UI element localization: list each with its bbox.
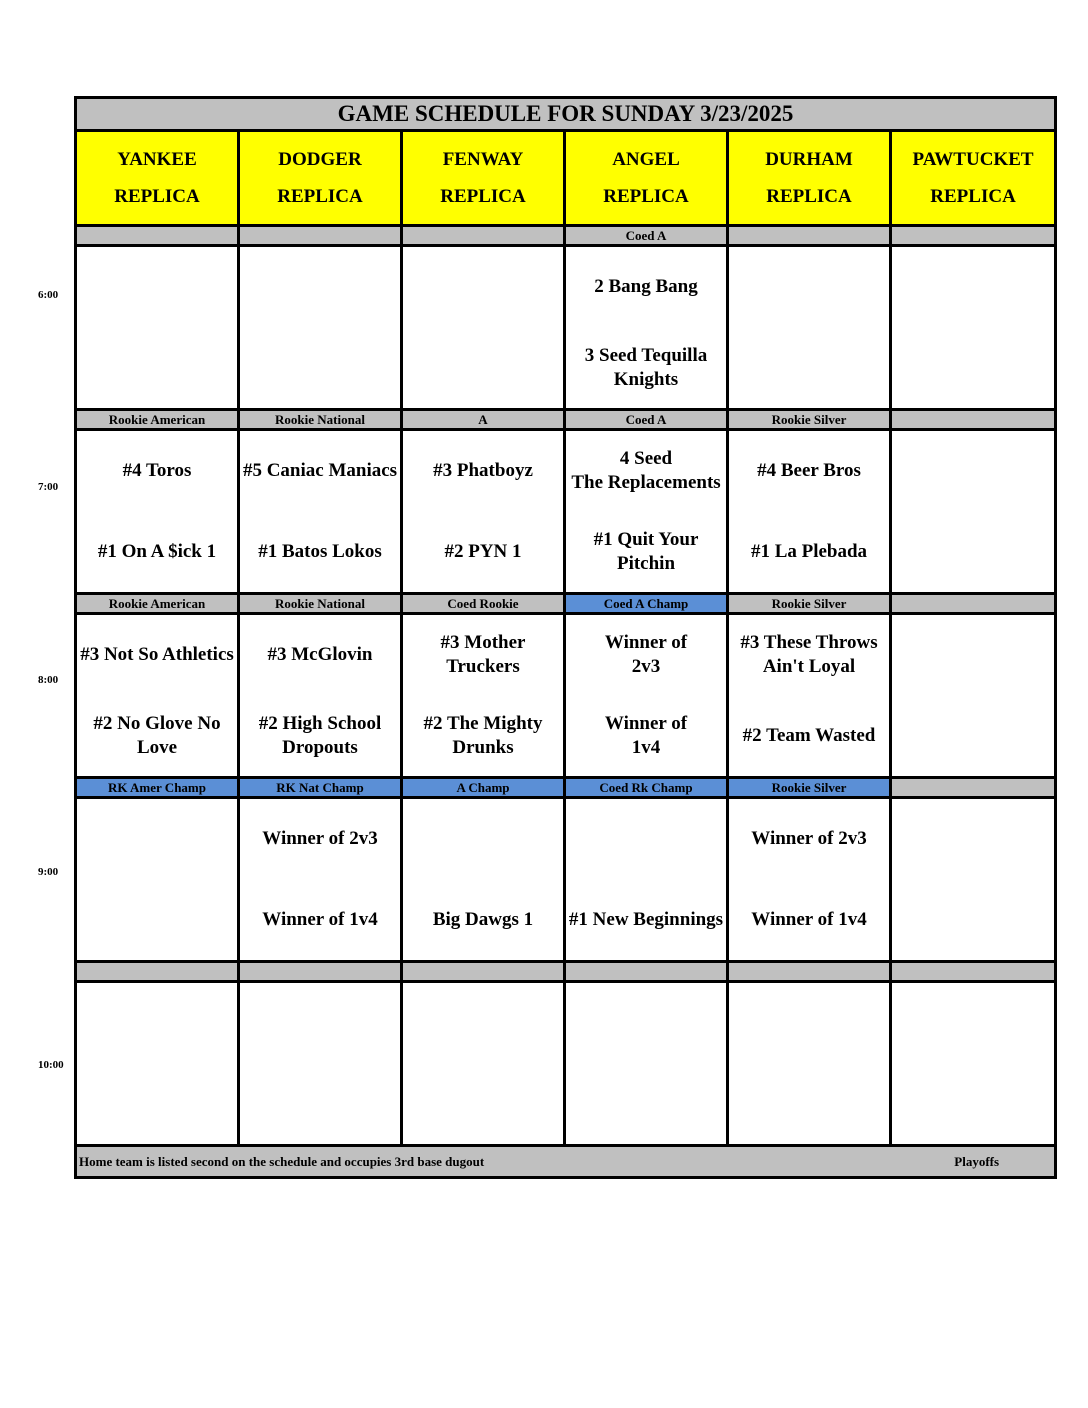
matchup <box>566 615 726 776</box>
division-label-fenway <box>402 226 565 246</box>
matchup <box>240 615 400 776</box>
game-cell-dodger <box>239 614 402 778</box>
home-team-name: #2 Team Wasted <box>742 724 876 746</box>
matchup <box>403 983 563 1144</box>
home-team <box>729 696 889 777</box>
home-team <box>729 880 889 961</box>
division-label-fenway: A <box>402 410 565 430</box>
matchup <box>892 615 1054 776</box>
game-cell-dodger <box>239 246 402 410</box>
game-cell-fenway <box>402 798 565 962</box>
away-team <box>240 247 400 328</box>
away-team <box>566 799 726 880</box>
game-cell-durham <box>728 430 891 594</box>
away-team <box>729 247 889 328</box>
game-cell-durham <box>728 614 891 778</box>
home-team <box>566 512 726 593</box>
home-team <box>403 512 563 593</box>
matchup <box>892 983 1054 1144</box>
division-label-angel: Coed A <box>565 410 728 430</box>
away-team-name: Winner of 2v3 <box>262 828 378 850</box>
game-cell-dodger <box>239 982 402 1146</box>
field-header-durham <box>728 131 891 226</box>
home-team <box>892 880 1054 961</box>
footer-note: Home team is listed second on the schedule and occupies 3rd base dugout <box>79 1153 485 1169</box>
game-cell-angel <box>565 798 728 962</box>
home-team <box>729 328 889 409</box>
division-row <box>76 778 1056 798</box>
away-team <box>566 983 726 1064</box>
division-label-pawtucket <box>891 962 1056 982</box>
game-cell-angel <box>565 246 728 410</box>
away-team <box>403 431 563 512</box>
division-label-pawtucket <box>891 594 1056 614</box>
division-label-angel: Coed A <box>565 226 728 246</box>
matchup <box>892 247 1054 408</box>
away-team <box>240 799 400 880</box>
matchup <box>240 247 400 408</box>
home-team <box>77 328 237 409</box>
away-team <box>77 983 237 1064</box>
away-team <box>240 983 400 1064</box>
away-team <box>403 247 563 328</box>
field-header-pawtucket <box>891 131 1056 226</box>
away-team <box>403 799 563 880</box>
time-label: 8:00 <box>38 674 59 686</box>
home-team <box>240 880 400 961</box>
away-team <box>892 247 1054 328</box>
home-team-name: #1 On A $ick 1 <box>97 540 217 562</box>
matchup <box>77 247 237 408</box>
game-row <box>76 246 1056 410</box>
matchup <box>240 799 400 960</box>
away-team <box>403 615 563 696</box>
field-header-yankee <box>76 131 239 226</box>
game-cell-yankee <box>76 798 239 962</box>
away-team <box>566 247 726 328</box>
field-subtitle: REPLICA <box>930 186 1016 207</box>
game-row <box>76 614 1056 778</box>
away-team-name: #4 Toros <box>122 460 192 482</box>
away-team <box>240 431 400 512</box>
away-team-name: #3 Phatboyz <box>433 460 533 482</box>
home-team-name: #1 La Plebada <box>750 540 868 562</box>
away-team <box>566 431 726 512</box>
away-team <box>729 615 889 696</box>
home-team <box>77 512 237 593</box>
division-label-durham <box>728 962 891 982</box>
home-team <box>892 696 1054 777</box>
home-team-name: #1 New Beginnings <box>568 908 724 930</box>
away-team <box>77 247 237 328</box>
division-label-dodger <box>239 226 402 246</box>
game-cell-yankee <box>76 614 239 778</box>
game-row <box>76 430 1056 594</box>
title-row <box>76 98 1056 131</box>
matchup <box>729 983 889 1144</box>
home-team <box>77 880 237 961</box>
home-team <box>403 696 563 777</box>
away-team-name: Winner of 2v3 <box>604 632 688 678</box>
field-subtitle: REPLICA <box>603 186 689 207</box>
home-team <box>77 1064 237 1145</box>
home-team-name: #2 High School Dropouts <box>258 712 382 758</box>
division-label-yankee <box>76 226 239 246</box>
game-cell-yankee <box>76 982 239 1146</box>
home-team-name: Winner of 1v4 <box>751 908 867 930</box>
home-team <box>77 696 237 777</box>
home-team <box>566 328 726 409</box>
away-team <box>892 983 1054 1064</box>
away-team <box>729 983 889 1064</box>
schedule-table <box>74 96 1057 1179</box>
division-label-dodger <box>239 962 402 982</box>
matchup <box>892 799 1054 960</box>
matchup <box>566 799 726 960</box>
field-name: YANKEE <box>117 149 197 170</box>
home-team <box>892 328 1054 409</box>
division-row <box>76 226 1056 246</box>
matchup <box>566 983 726 1144</box>
away-team <box>566 615 726 696</box>
away-team <box>403 983 563 1064</box>
game-cell-angel <box>565 614 728 778</box>
home-team-name: 3 Seed Tequilla Knights <box>584 344 708 390</box>
division-row <box>76 594 1056 614</box>
division-label-angel <box>565 962 728 982</box>
matchup <box>403 431 563 592</box>
home-team-name: Winner of 1v4 <box>262 908 378 930</box>
schedule-body <box>76 98 1056 1178</box>
division-label-yankee <box>76 962 239 982</box>
away-team <box>892 431 1054 512</box>
division-label-angel: Coed Rk Champ <box>565 778 728 798</box>
home-team-name: #1 Batos Lokos <box>258 540 382 562</box>
home-team <box>240 1064 400 1145</box>
home-team <box>240 328 400 409</box>
home-team <box>240 696 400 777</box>
division-label-fenway: Coed Rookie <box>402 594 565 614</box>
field-name: DURHAM <box>765 149 853 170</box>
home-team <box>892 1064 1054 1145</box>
away-team-name: #3 These Throws Ain't Loyal <box>740 632 878 678</box>
away-team <box>240 615 400 696</box>
field-name: PAWTUCKET <box>912 149 1034 170</box>
away-team-name: 4 Seed The Replacements <box>571 448 721 494</box>
matchup <box>729 799 889 960</box>
game-cell-pawtucket <box>891 798 1056 962</box>
game-row <box>76 798 1056 962</box>
game-cell-pawtucket <box>891 430 1056 594</box>
time-label: 10:00 <box>38 1059 64 1071</box>
game-cell-fenway <box>402 982 565 1146</box>
matchup <box>240 431 400 592</box>
away-team-name: #3 McGlovin <box>267 644 373 666</box>
footer-playoffs-tag: Playoffs <box>954 1153 1000 1169</box>
matchup <box>566 247 726 408</box>
time-label: 9:00 <box>38 866 59 878</box>
matchup <box>566 431 726 592</box>
matchup <box>77 799 237 960</box>
game-row <box>76 982 1056 1146</box>
away-team-name: #5 Caniac Maniacs <box>242 460 398 482</box>
game-cell-fenway <box>402 614 565 778</box>
away-team-name: #3 Not So Athletics <box>80 644 234 666</box>
away-team <box>729 799 889 880</box>
game-cell-pawtucket <box>891 246 1056 410</box>
home-team <box>403 328 563 409</box>
home-team <box>729 1064 889 1145</box>
home-team <box>729 512 889 593</box>
field-name: ANGEL <box>612 149 680 170</box>
home-team-name: #1 Quit Your Pitchin <box>593 528 699 574</box>
matchup <box>403 615 563 776</box>
home-team <box>566 880 726 961</box>
matchup <box>77 431 237 592</box>
field-subtitle: REPLICA <box>114 186 200 207</box>
division-label-yankee: Rookie American <box>76 594 239 614</box>
game-cell-pawtucket <box>891 614 1056 778</box>
game-cell-angel <box>565 430 728 594</box>
matchup <box>403 799 563 960</box>
division-label-yankee: RK Amer Champ <box>76 778 239 798</box>
away-team-name: #3 Mother Truckers <box>440 632 526 678</box>
home-team <box>892 512 1054 593</box>
division-label-dodger: Rookie National <box>239 594 402 614</box>
away-team-name: 2 Bang Bang <box>594 276 698 298</box>
home-team <box>403 880 563 961</box>
game-cell-dodger <box>239 430 402 594</box>
field-header-row <box>76 131 1056 226</box>
matchup <box>729 615 889 776</box>
matchup <box>729 431 889 592</box>
division-label-angel: Coed A Champ <box>565 594 728 614</box>
division-label-durham: Rookie Silver <box>728 410 891 430</box>
division-label-fenway: A Champ <box>402 778 565 798</box>
home-team <box>240 512 400 593</box>
matchup <box>77 983 237 1144</box>
away-team <box>77 615 237 696</box>
home-team <box>403 1064 563 1145</box>
time-label: 7:00 <box>38 481 59 493</box>
field-subtitle: REPLICA <box>277 186 363 207</box>
game-cell-yankee <box>76 430 239 594</box>
matchup <box>240 983 400 1144</box>
away-team <box>892 799 1054 880</box>
game-cell-fenway <box>402 246 565 410</box>
division-label-yankee: Rookie American <box>76 410 239 430</box>
division-label-pawtucket <box>891 226 1056 246</box>
away-team-name: Winner of 2v3 <box>751 828 867 850</box>
game-cell-angel <box>565 982 728 1146</box>
division-label-durham <box>728 226 891 246</box>
footer-cell <box>76 1146 1056 1178</box>
division-label-dodger: Rookie National <box>239 410 402 430</box>
home-team <box>566 1064 726 1145</box>
game-cell-dodger <box>239 798 402 962</box>
division-label-durham: Rookie Silver <box>728 778 891 798</box>
game-cell-fenway <box>402 430 565 594</box>
division-label-pawtucket <box>891 410 1056 430</box>
field-name: FENWAY <box>442 149 524 170</box>
away-team <box>892 615 1054 696</box>
matchup <box>403 247 563 408</box>
field-subtitle: REPLICA <box>766 186 852 207</box>
home-team-name: Winner of 1v4 <box>604 712 688 758</box>
schedule-title: GAME SCHEDULE FOR SUNDAY 3/23/2025 <box>76 98 1056 131</box>
home-team-name: #2 No Glove No Love <box>93 712 221 758</box>
division-label-fenway <box>402 962 565 982</box>
division-label-dodger: RK Nat Champ <box>239 778 402 798</box>
field-subtitle: REPLICA <box>440 186 526 207</box>
away-team-name: #4 Beer Bros <box>757 460 861 482</box>
field-header-dodger <box>239 131 402 226</box>
home-team <box>566 696 726 777</box>
home-team-name: #2 The Mighty Drunks <box>423 712 543 758</box>
game-cell-pawtucket <box>891 982 1056 1146</box>
away-team <box>77 799 237 880</box>
footer-content <box>77 1154 1054 1170</box>
away-team <box>77 431 237 512</box>
division-label-pawtucket <box>891 778 1056 798</box>
matchup <box>729 247 889 408</box>
field-header-angel <box>565 131 728 226</box>
footer-row <box>76 1146 1056 1178</box>
matchup <box>892 431 1054 592</box>
division-row <box>76 410 1056 430</box>
game-cell-durham <box>728 798 891 962</box>
home-team-name: Big Dawgs 1 <box>432 908 534 930</box>
field-name: DODGER <box>278 149 362 170</box>
time-label: 6:00 <box>38 289 59 301</box>
division-label-durham: Rookie Silver <box>728 594 891 614</box>
game-cell-durham <box>728 982 891 1146</box>
division-row <box>76 962 1056 982</box>
home-team-name: #2 PYN 1 <box>444 540 522 562</box>
game-cell-yankee <box>76 246 239 410</box>
game-cell-durham <box>728 246 891 410</box>
field-header-fenway <box>402 131 565 226</box>
matchup <box>77 615 237 776</box>
away-team <box>729 431 889 512</box>
